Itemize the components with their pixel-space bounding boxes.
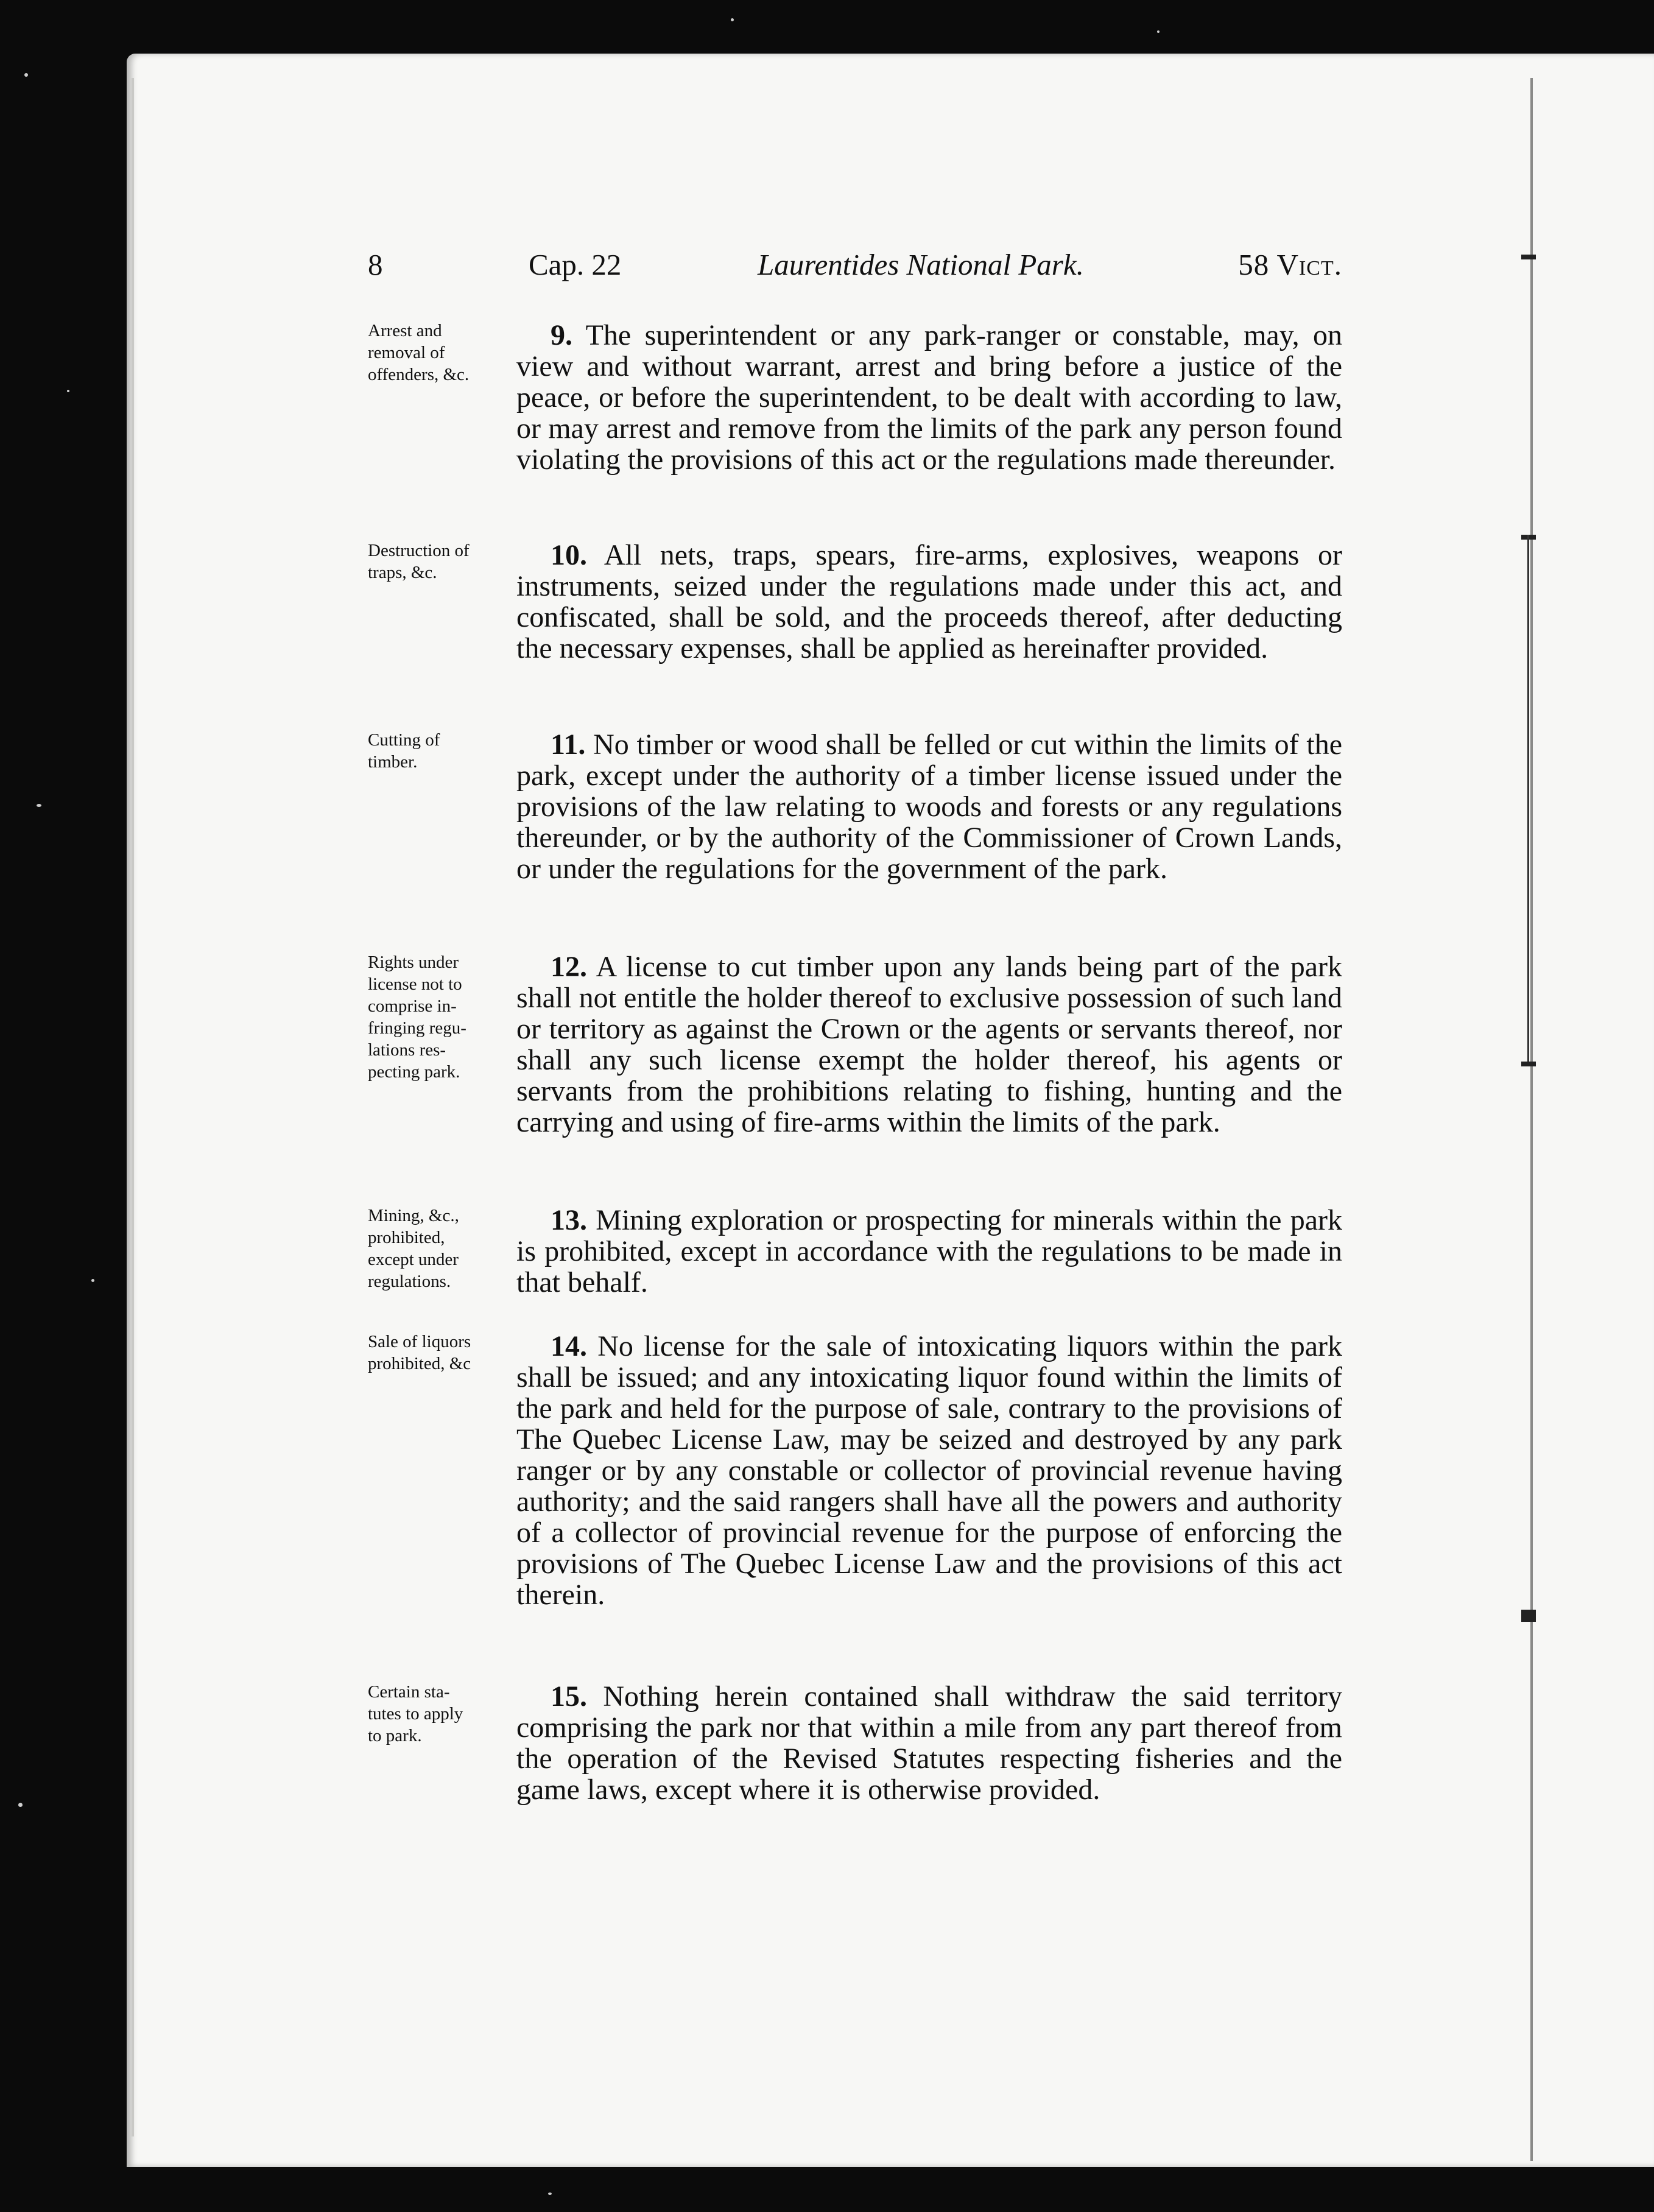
scan-speck <box>1157 30 1160 33</box>
section-body <box>516 729 1342 884</box>
section-body <box>516 1681 1342 1805</box>
section-number: 10. <box>551 539 587 571</box>
binding-thread <box>1521 1610 1536 1622</box>
margin-note: Destruction of traps, &c. <box>368 541 470 582</box>
section-number: 11. <box>551 728 586 761</box>
scan-speck <box>24 73 28 77</box>
margin-note: Rights under license not to comprise in- fringing regu- lations res- pecting park. <box>368 953 466 1082</box>
section-text: No timber or wood shall be felled or cut within the limits of the park, except under the authority of a timber license issued under the provisions of the law relating to woods and forests or any regulations thereunder, or by the authority of the Commissioner of Crown Lands, or under the regulations for the government of the park. <box>516 728 1342 885</box>
section-body <box>516 540 1342 664</box>
margin-note: Cutting of timber. <box>368 730 440 772</box>
section-number: 13. <box>551 1204 587 1236</box>
margin-note: Sale of liquors prohibited, &c <box>368 1332 471 1373</box>
margin-note: Mining, &c., prohibited, except under regulations. <box>368 1206 459 1291</box>
scan-speck <box>67 390 69 392</box>
page-header <box>368 247 1342 296</box>
section-body <box>516 320 1342 475</box>
scan-speck <box>548 2193 552 2195</box>
binding-fold <box>1530 78 1533 2161</box>
section-text: Nothing herein contained shall withdraw the said territory comprising the park nor that within a mile from any part thereof from the operation of the Revised Statutes respecting fisheries and the game laws, except where it is otherwise provided. <box>516 1680 1342 1806</box>
section-number: 15. <box>551 1680 587 1713</box>
scan-speck <box>731 18 734 21</box>
scan-speck <box>37 804 41 807</box>
binding-thread <box>1521 1062 1536 1066</box>
margin-note: Certain sta- tutes to apply to park. <box>368 1682 463 1745</box>
section-text: No license for the sale of intoxicating liquors within the park shall be issued; and any intoxicating liquor found within the limits of the park and held for the purpose of sale, contrary to the provisions of The Quebec License Law, may be seized and destroyed by any park ranger or by any constable or collector of provincial revenue having authority; and the said rangers shall have all the powers and authority of a collector of provincial revenue for the purpose of enforcing the provisions of The Quebec License Law and the provisions of this act therein. <box>516 1330 1343 1611</box>
running-title: Laurentides National Park. <box>758 248 1084 281</box>
binding-thread <box>1527 535 1529 1065</box>
section-text: Mining exploration or prospecting for minerals within the park is prohibited, except in accordance with the regulations to be made in that behalf. <box>516 1204 1343 1298</box>
section-text: All nets, traps, spears, fire-arms, explosives, weapons or instruments, seized under the regulations made under this act, and confiscated, shall be sold, and the proceeds thereof, after deducting the necessary expenses, shall be applied as hereinafter provided. <box>516 539 1342 664</box>
section-text: The superintendent or any park-ranger or constable, may, on view and without warrant, arrest and bring before a justice of the peace, or before the superintendent, to be dealt with according to law, or may arrest and remove from the limits of the park any person found violating the provisions of this act or the regulations made thereunder. <box>516 319 1343 476</box>
page-number: 8 <box>368 248 383 281</box>
regnal-year: 58 Vict. <box>1238 248 1342 281</box>
chapter-label: Cap. 22 <box>529 248 622 281</box>
scan-speck <box>18 1803 23 1807</box>
scan-speck <box>91 1279 94 1282</box>
section-body <box>516 1205 1342 1298</box>
section-number: 14. <box>551 1330 587 1362</box>
page-edge <box>132 78 134 2136</box>
section-number: 12. <box>551 951 587 983</box>
section-number: 9. <box>551 319 572 351</box>
section-body <box>516 951 1342 1138</box>
binding-thread <box>1521 255 1536 259</box>
margin-note: Arrest and removal of offenders, &c. <box>368 321 470 384</box>
section-text: A license to cut timber upon any lands being part of the park shall not entitle the holder thereof to exclusive possession of such land or territory as against the Crown or the agents or servants thereof, nor shall any such license exempt the holder thereof, his agents or servants from the prohibitions relating to fishing, hunting and the carrying and using of fire-arms within the limits of the park. <box>516 951 1342 1138</box>
section-body <box>516 1331 1342 1610</box>
